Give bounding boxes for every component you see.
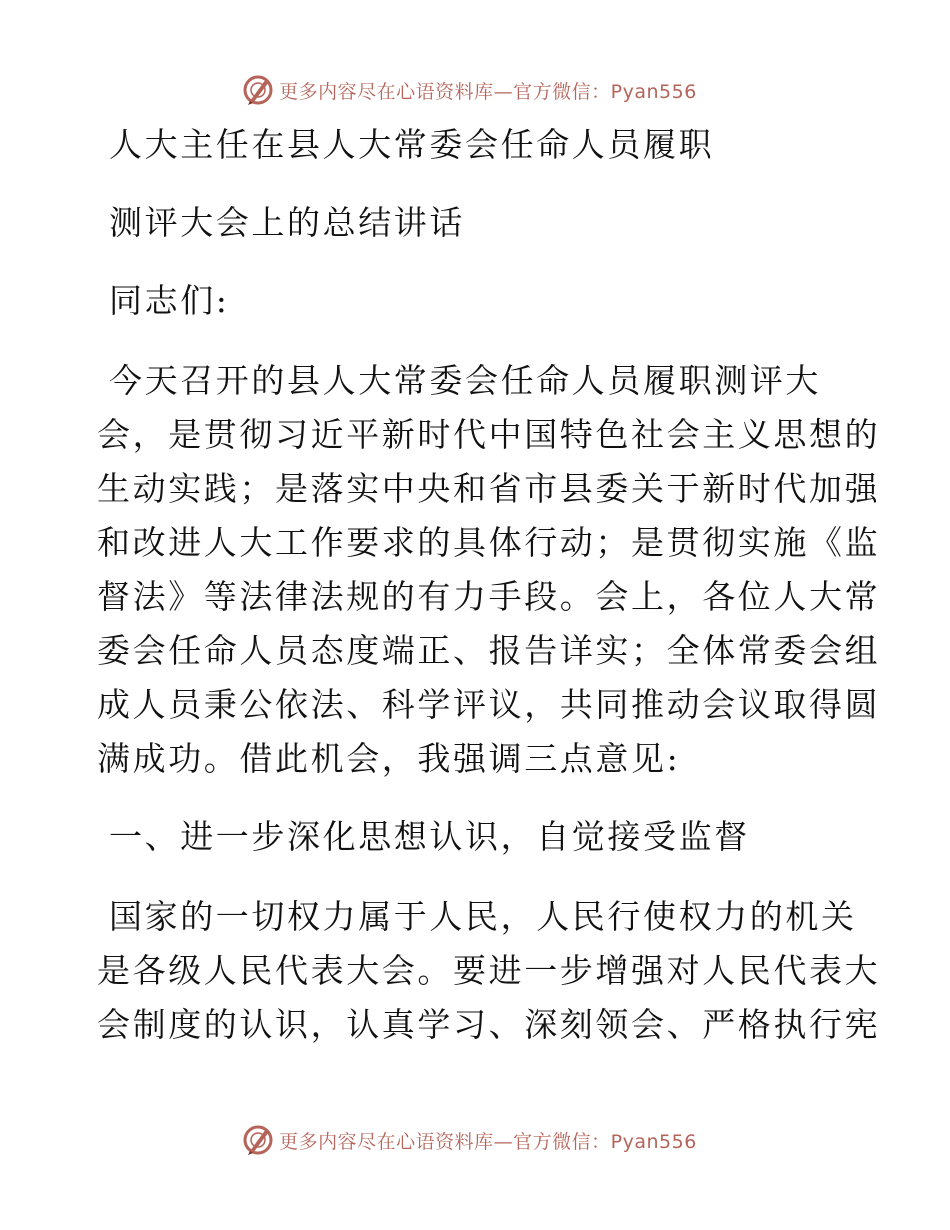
paragraph-line: 会制度的认识，认真学习、深刻领会、严格执行宪	[97, 1005, 881, 1044]
doc-title-line-2: 测评大会上的总结讲话	[109, 203, 465, 242]
paragraph-2	[97, 890, 881, 1052]
paragraph-line: 督法》等法律法规的有力手段。会上，各位人大常	[97, 577, 881, 616]
footer-watermark	[0, 1120, 950, 1160]
paragraph-line: 今天召开的县人大常委会任命人员履职测评大	[109, 361, 821, 400]
doc-title-line-1: 人大主任在县人大常委会任命人员履职	[109, 125, 715, 164]
paragraph-line: 是各级人民代表大会。要进一步增强对人民代表大	[97, 951, 881, 990]
pen-logo-icon	[241, 73, 275, 107]
salutation: 同志们:	[109, 281, 230, 320]
paragraph-1	[97, 354, 881, 786]
watermark-text: 更多内容尽在心语资料库—官方微信：Pyan556	[279, 80, 697, 103]
watermark-text: 更多内容尽在心语资料库—官方微信：Pyan556	[279, 1130, 697, 1153]
watermark-id: Pyan556	[610, 1130, 697, 1153]
header-watermark	[0, 70, 950, 110]
paragraph-line: 和改进人大工作要求的具体行动；是贯彻实施《监	[97, 523, 881, 562]
paragraph-line: 国家的一切权力属于人民，人民行使权力的机关	[109, 897, 857, 936]
paragraph-line: 满成功。借此机会，我强调三点意见:	[97, 739, 681, 778]
document-body	[97, 118, 881, 1052]
watermark-id: Pyan556	[610, 80, 697, 103]
paragraph-line: 会，是贯彻习近平新时代中国特色社会主义思想的	[97, 415, 881, 454]
section-heading-1: 一、进一步深化思想认识，自觉接受监督	[109, 817, 750, 856]
paragraph-line: 委会任命人员态度端正、报告详实；全体常委会组	[97, 631, 881, 670]
pen-logo-icon	[241, 1123, 275, 1157]
paragraph-line: 生动实践；是落实中央和省市县委关于新时代加强	[97, 469, 881, 508]
paragraph-line: 成人员秉公依法、科学评议，共同推动会议取得圆	[97, 685, 881, 724]
